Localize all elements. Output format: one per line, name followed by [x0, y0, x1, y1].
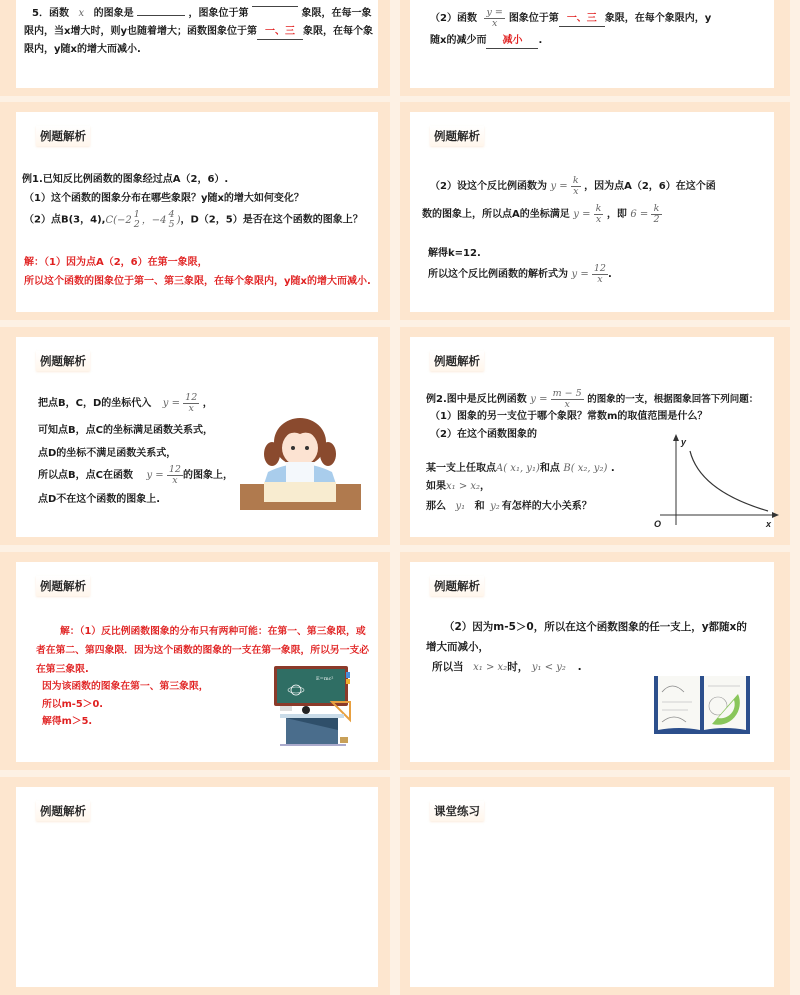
slide-1-right — [400, 0, 790, 96]
text: （2）设这个反比例函数为 — [430, 181, 547, 192]
text: 所以当 — [432, 661, 464, 673]
text-line: 可知点B，点C的坐标满足函数关系式， — [38, 425, 213, 436]
math-formula: y = $\frac{m - 5}{x}$ — [530, 388, 582, 410]
text: 和点 — [539, 463, 560, 474]
text: 限内，当x增大时，则y也随着增大；函数图象位于第 — [24, 26, 257, 37]
text: ，图象位于第 — [188, 8, 249, 19]
answer-line-1: 解：（1）因为点A（2，6）在第一象限， — [24, 257, 208, 268]
answer-blank — [137, 15, 185, 16]
section-tag: 例题解析 — [36, 126, 90, 146]
text-line — [432, 660, 582, 675]
text: 和 — [474, 501, 485, 512]
text: 随x的减少而 — [430, 35, 487, 46]
slide-5-left — [0, 777, 390, 995]
math-formula: x — [78, 8, 85, 19]
svg-text:E=mc²: E=mc² — [316, 676, 334, 682]
slide-2-left — [0, 102, 390, 320]
text: 如果 — [426, 481, 446, 492]
text: 所以点B，点C在函数 — [38, 470, 133, 481]
text: . — [577, 661, 582, 673]
section-tag: 例题解析 — [36, 351, 90, 371]
slide-card — [410, 337, 774, 537]
text-line — [430, 8, 711, 29]
text: 所以这个反比例函数的解析式为 — [428, 269, 568, 280]
answer-line: 解：（1）反比例函数图象的分布只有两种可能：在第一、第三象限，或 — [60, 626, 366, 637]
text-line — [422, 204, 662, 225]
section-tag: 例题解析 — [430, 576, 484, 596]
text: 象限，在每一象 — [301, 8, 372, 19]
math-formula: y = $\frac{12}{x}$ — [162, 392, 198, 414]
section-tag: 课堂练习 — [430, 801, 484, 821]
math-formula: x₁ > x₂ — [473, 662, 508, 673]
slide-card — [410, 0, 774, 88]
hyperbola-graph-icon — [650, 433, 780, 529]
text: ， — [480, 481, 491, 492]
text: ，D（2，5）是否在这个函数的图象上？ — [180, 214, 363, 226]
text-line — [426, 389, 758, 410]
math-formula: y₁ < y₂ — [531, 662, 566, 673]
answer-line: 所以m-5＞0. — [42, 699, 104, 710]
math-formula: y₂ — [490, 501, 500, 512]
text: 时， — [507, 661, 529, 673]
text: 的图象上， — [182, 470, 233, 481]
girl-writing-illustration-icon — [238, 412, 363, 512]
text: ，因为点A（2，6）在这个函 — [584, 181, 716, 192]
text-line — [430, 33, 542, 49]
slide-card — [410, 112, 774, 312]
math-formula: y = $\frac{k}{x}$ — [550, 175, 579, 197]
text: 象限，在每个象 — [302, 26, 373, 37]
section-tag: 例题解析 — [36, 801, 90, 821]
text-line — [426, 461, 615, 476]
text-line — [24, 24, 373, 40]
text-line — [426, 479, 490, 494]
section-tag: 例题解析 — [36, 576, 90, 596]
answer-line-2: 所以这个函数的图象位于第一、第三象限，在每个象限内，y随x的增大而减小. — [24, 276, 371, 287]
math-formula: y₁ — [455, 501, 466, 512]
svg-text:O: O — [654, 519, 662, 529]
text-line — [38, 393, 213, 414]
section-tag: 例题解析 — [430, 351, 484, 371]
math-book-illustration-icon — [652, 672, 752, 738]
text-line: 点D不在这个函数的图象上. — [38, 494, 161, 505]
math-formula: 6 = $\frac{k}{2}$ — [630, 203, 660, 225]
text: 数的图象上，所以点A的坐标满足 — [422, 209, 570, 220]
slide-4-right — [400, 552, 790, 770]
math-formula: $\frac{y =}{x}$ — [486, 7, 503, 29]
question-2 — [24, 210, 363, 230]
slide-1-left — [0, 0, 390, 96]
slide-card — [16, 787, 378, 987]
slide-card — [16, 0, 378, 88]
text-line: 限内，y随x的增大而减小. — [24, 44, 141, 55]
svg-text:x: x — [766, 519, 772, 529]
slide-card — [16, 337, 378, 537]
text: ，即 — [606, 209, 627, 220]
text-line — [430, 176, 716, 197]
math-formula: y = $\frac{12}{x}$ — [571, 263, 606, 285]
text-line: （1）图象的另一支位于哪个象限？常数m的取值范围是什么？ — [430, 411, 708, 422]
slide-3-left — [0, 327, 390, 545]
math-formula: y = $\frac{12}{x}$ — [146, 464, 181, 486]
answer-blank: 一、三 — [257, 24, 303, 40]
slide-3-right — [400, 327, 790, 545]
text-line — [428, 264, 612, 285]
section-tag: 例题解析 — [430, 126, 484, 146]
text: 那么 — [426, 501, 446, 512]
text: 象限，在每个象限内，y — [604, 13, 712, 24]
slide-card — [410, 787, 774, 987]
text-line — [32, 6, 372, 21]
answer-blank: 一、三 — [559, 11, 605, 27]
text: . — [607, 269, 612, 280]
slide-card — [16, 562, 378, 762]
text: . — [610, 463, 615, 474]
slide-card — [410, 562, 774, 762]
text-line — [426, 499, 592, 514]
text: （2）函数 — [430, 13, 477, 24]
math-formula: y = $\frac{k}{x}$ — [573, 203, 602, 225]
question-title: 例1.已知反比例函数的图象经过点A（2，6）. — [22, 174, 229, 185]
math-formula: x₁ > x₂ — [446, 481, 481, 492]
slide-5-right — [400, 777, 790, 995]
text-line: 解得k=12. — [428, 248, 481, 259]
answer-line: 因为该函数的图象在第一、第三象限， — [42, 681, 209, 692]
text: 的图象是 — [93, 8, 134, 19]
text: ， — [202, 398, 213, 409]
math-formula: A( x₁, y₁) — [496, 463, 540, 474]
text: 5．函数 — [32, 8, 69, 19]
slide-2-right — [400, 102, 790, 320]
math-formula: C(−2 1 2 ，−4 4 5 ) — [105, 209, 181, 230]
answer-blank — [252, 6, 298, 7]
answer-line: 在第三象限. — [36, 664, 89, 675]
blackboard-illustration-icon — [266, 662, 356, 752]
math-formula: B( x₂, y₂) — [563, 463, 608, 474]
question-1: （1）这个函数的图象分布在哪些象限？y随x的增大如何变化？ — [24, 193, 304, 204]
answer-blank: 减小 — [486, 33, 538, 49]
text-line — [38, 465, 233, 486]
text: 的图象的一支，根据图象回答下列问题： — [587, 394, 759, 405]
text-line: 增大而减小， — [426, 641, 489, 653]
text: 把点B，C，D的坐标代入 — [38, 398, 152, 409]
svg-text:y: y — [681, 437, 687, 447]
text: 图象位于第 — [508, 13, 559, 24]
text: （2）点B(3，4), — [24, 214, 106, 226]
slide-card — [16, 112, 378, 312]
text: 例2.图中是反比例函数 — [426, 394, 527, 405]
text: 有怎样的大小关系？ — [501, 501, 592, 512]
text: . — [538, 35, 543, 46]
slide-4-left — [0, 552, 390, 770]
text: 某一支上任取点 — [426, 463, 496, 474]
answer-line: 者在第二、第四象限．因为这个函数的图象的一支在第一象限，所以另一支必 — [36, 645, 370, 656]
answer-line: 解得m＞5. — [42, 716, 93, 727]
text-line: （2）在这个函数图象的 — [430, 429, 537, 440]
text-line: （2）因为m-5＞0，所以在这个函数图象的任一支上，y都随x的 — [444, 621, 747, 633]
text-line: 点D的坐标不满足函数关系式， — [38, 448, 177, 459]
